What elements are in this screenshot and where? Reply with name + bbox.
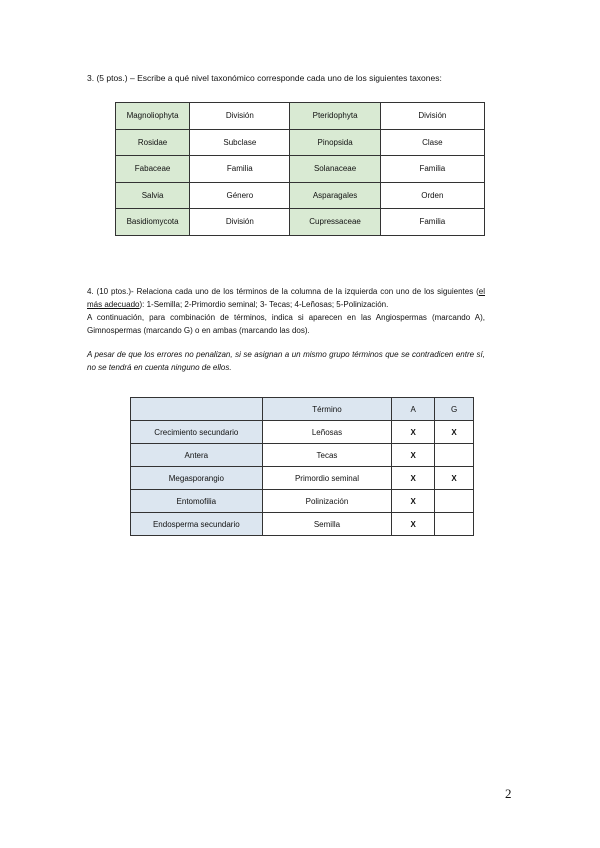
angiosperm-mark: X bbox=[392, 513, 435, 536]
question-4-note: A pesar de que los errores no penalizan, si se asignan a un mismo grupo términos que se contradicen entre sí, no se tendrá en cuenta ninguno de ellos. bbox=[87, 350, 485, 372]
taxa-row bbox=[116, 156, 485, 183]
question-4-line1b: ): 1-Semilla; 2-Primordio seminal; 3- Tecas; 4-Leñosas; 5-Polinización. bbox=[139, 300, 389, 309]
matched-term: Leñosas bbox=[262, 421, 392, 444]
matched-term: Semilla bbox=[262, 513, 392, 536]
taxon-name: Pinopsida bbox=[290, 129, 380, 156]
question-4-line1a: 4. (10 ptos.)- Relaciona cada uno de los términos de la columna de la izquierda con uno de los siguientes ( bbox=[87, 287, 479, 296]
taxon-rank: Subclase bbox=[190, 129, 290, 156]
structure-term: Antera bbox=[131, 444, 263, 467]
gymnosperm-mark: X bbox=[435, 421, 474, 444]
relation-row bbox=[131, 444, 474, 467]
taxon-name: Solanaceae bbox=[290, 156, 380, 183]
taxon-rank: División bbox=[190, 209, 290, 236]
taxa-table bbox=[115, 102, 485, 236]
question-4-line2: A continuación, para combinación de términos, indica si aparecen en las Angiospermas (marcando A), Gimnospermas (marcando G) o en ambas (marcando las dos). bbox=[87, 313, 485, 335]
taxon-rank: Género bbox=[190, 182, 290, 209]
structure-term: Crecimiento secundario bbox=[131, 421, 263, 444]
relation-row bbox=[131, 421, 474, 444]
gymnosperm-mark bbox=[435, 513, 474, 536]
structure-term: Endosperma secundario bbox=[131, 513, 263, 536]
gymnosperm-mark: X bbox=[435, 467, 474, 490]
taxon-name: Rosidae bbox=[116, 129, 190, 156]
relation-row bbox=[131, 513, 474, 536]
gymnosperm-mark bbox=[435, 490, 474, 513]
taxon-name: Asparagales bbox=[290, 182, 380, 209]
gymnosperm-mark bbox=[435, 444, 474, 467]
angiosperm-mark: X bbox=[392, 467, 435, 490]
taxon-rank: División bbox=[190, 103, 290, 130]
relation-row bbox=[131, 467, 474, 490]
taxon-name: Salvia bbox=[116, 182, 190, 209]
header-term: Término bbox=[262, 398, 392, 421]
structure-term: Entomofilia bbox=[131, 490, 263, 513]
taxon-name: Cupressaceae bbox=[290, 209, 380, 236]
taxon-name: Fabaceae bbox=[116, 156, 190, 183]
taxon-rank: Clase bbox=[380, 129, 484, 156]
taxa-row bbox=[116, 103, 485, 130]
relation-table bbox=[130, 397, 474, 536]
taxon-rank: Familia bbox=[380, 209, 484, 236]
matched-term: Polinización bbox=[262, 490, 392, 513]
taxon-rank: División bbox=[380, 103, 484, 130]
header-g: G bbox=[435, 398, 474, 421]
question-3-text: 3. (5 ptos.) – Escribe a qué nivel taxonómico corresponde cada uno de los siguientes taxones: bbox=[87, 73, 442, 83]
taxon-rank: Familia bbox=[380, 156, 484, 183]
question-4-instructions bbox=[87, 285, 485, 337]
question-4-underlined: el más adecuado bbox=[87, 287, 485, 309]
question-3-title bbox=[87, 72, 442, 84]
structure-term: Megasporangio bbox=[131, 467, 263, 490]
taxon-name: Basidiomycota bbox=[116, 209, 190, 236]
taxon-name: Pteridophyta bbox=[290, 103, 380, 130]
page-number: 2 bbox=[505, 786, 512, 801]
taxon-rank: Familia bbox=[190, 156, 290, 183]
taxa-row bbox=[116, 182, 485, 209]
question-4 bbox=[87, 285, 485, 337]
relation-table-header bbox=[131, 398, 474, 421]
header-empty bbox=[131, 398, 263, 421]
taxa-row bbox=[116, 129, 485, 156]
matched-term: Tecas bbox=[262, 444, 392, 467]
taxa-row bbox=[116, 209, 485, 236]
relation-row bbox=[131, 490, 474, 513]
taxon-rank: Orden bbox=[380, 182, 484, 209]
angiosperm-mark: X bbox=[392, 490, 435, 513]
header-a: A bbox=[392, 398, 435, 421]
taxon-name: Magnoliophyta bbox=[116, 103, 190, 130]
angiosperm-mark: X bbox=[392, 421, 435, 444]
angiosperm-mark: X bbox=[392, 444, 435, 467]
matched-term: Primordio seminal bbox=[262, 467, 392, 490]
